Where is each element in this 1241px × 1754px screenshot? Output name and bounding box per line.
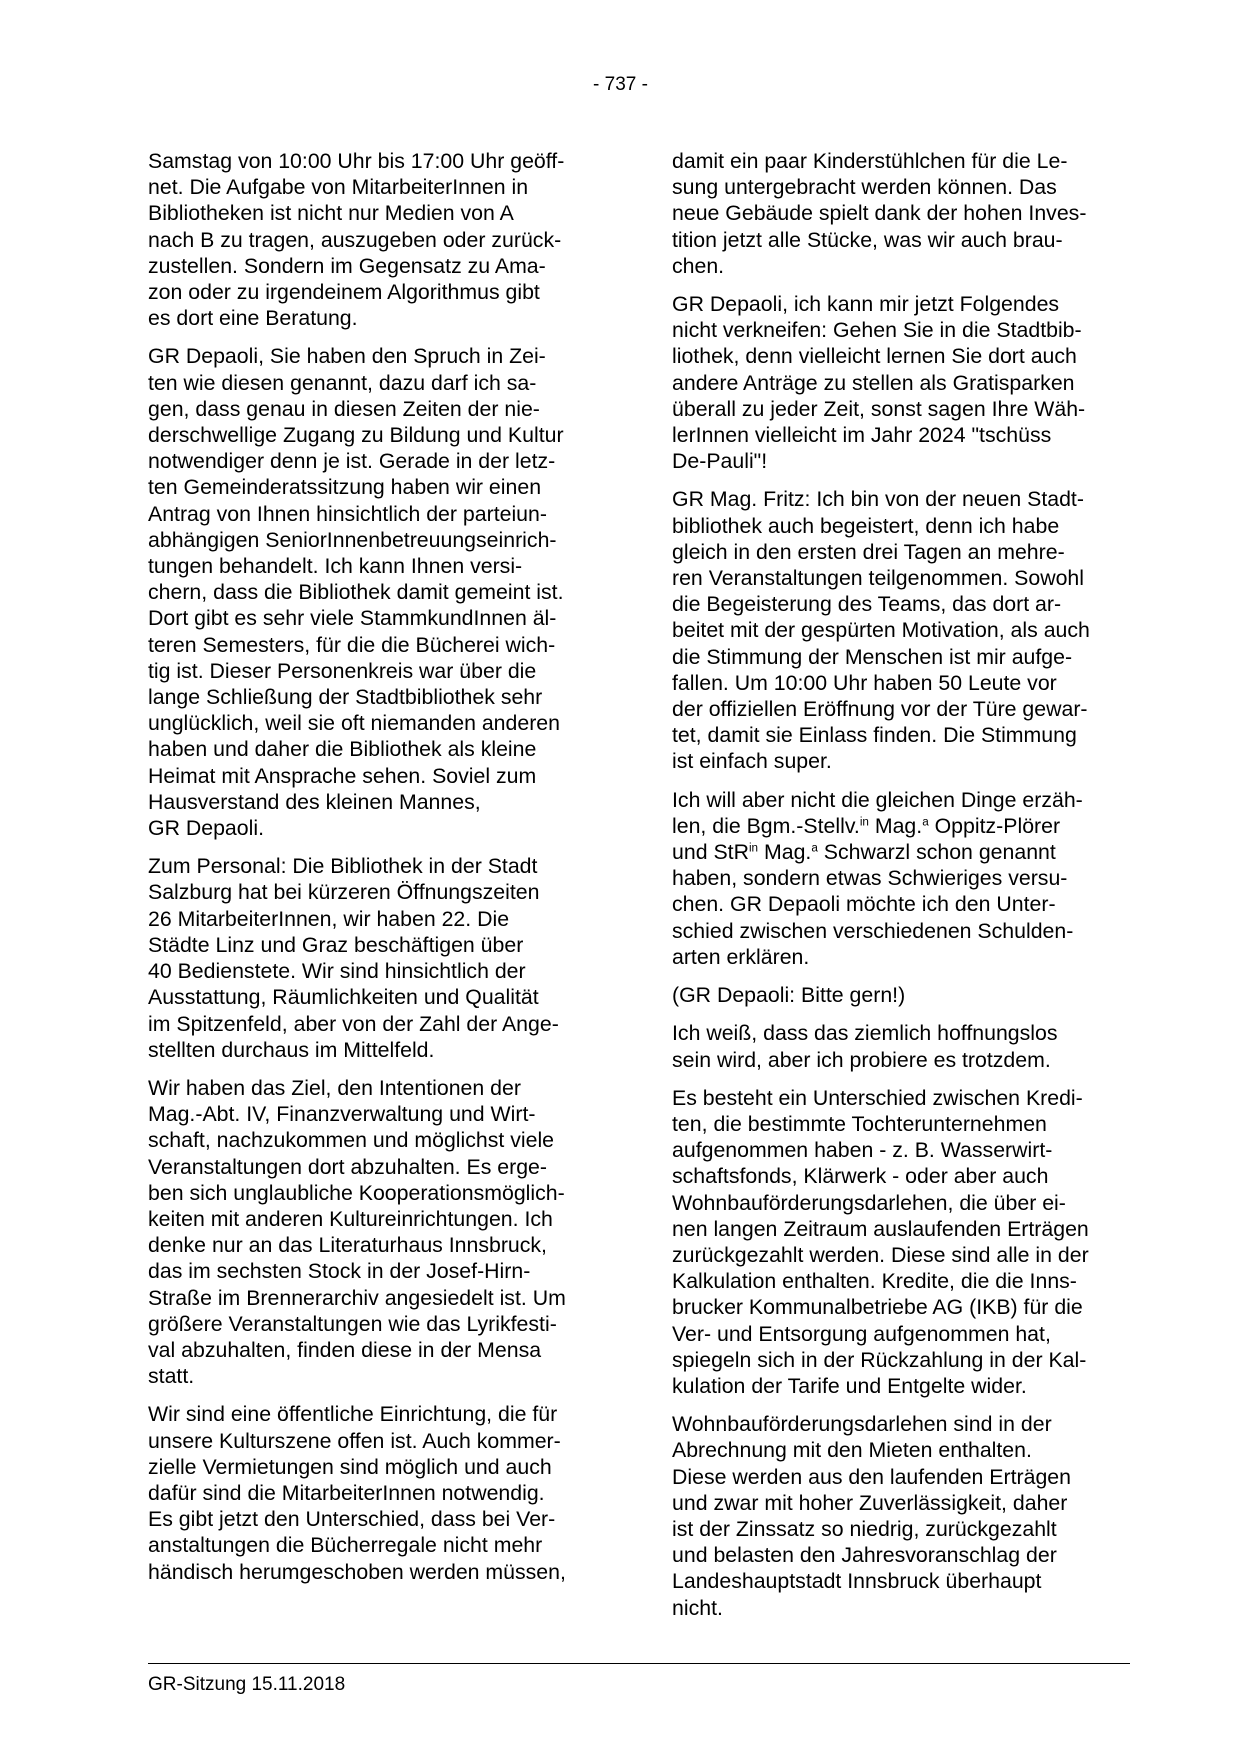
paragraph <box>672 1020 1127 1072</box>
text-line: zon oder zu irgendeinem Algorithmus gibt <box>148 280 540 305</box>
text-fragment: Mag. <box>868 813 923 838</box>
text-line: ten wie diesen genannt, dazu darf ich sa- <box>148 370 537 395</box>
right-column <box>672 148 1127 1633</box>
text-fragment: und StR <box>672 840 749 865</box>
text-line: denke nur an das Literaturhaus Innsbruck, <box>148 1233 547 1258</box>
text-line: gleich in den ersten drei Tagen an mehre- <box>672 539 1065 564</box>
text-line: die Stimmung der Menschen ist mir aufge- <box>672 644 1073 669</box>
text-line: 40 Bedienstete. Wir sind hinsichtlich der <box>148 959 526 984</box>
text-line: unsere Kulturszene offen ist. Auch kommer- <box>148 1428 561 1453</box>
text-line: De-Pauli"! <box>672 449 768 474</box>
text-line: anstaltungen die Bücherregale nicht mehr <box>148 1533 543 1558</box>
text-line: und zwar mit hoher Zuverlässigkeit, daher <box>672 1490 1068 1515</box>
text-line: tition jetzt alle Stücke, was wir auch brau- <box>672 227 1063 252</box>
text-line: chern, dass die Bibliothek damit gemeint ist. <box>148 580 564 605</box>
text-line: derschwellige Zugang zu Bildung und Kultur <box>148 423 564 448</box>
text-line: Es besteht ein Unterschied zwischen Kredi- <box>672 1085 1083 1110</box>
text-line: schaftsfonds, Klärwerk - oder aber auch <box>672 1164 1049 1189</box>
text-line: notwendiger denn je ist. Gerade in der letz- <box>148 449 556 474</box>
text-line: ist einfach super. <box>672 749 832 774</box>
text-line: nach B zu tragen, auszugeben oder zurück- <box>148 227 562 252</box>
text-line: Samstag von 10:00 Uhr bis 17:00 Uhr geöff- <box>148 149 565 173</box>
text-line: 26 MitarbeiterInnen, wir haben 22. Die <box>148 906 510 931</box>
text-line: brucker Kommunalbetriebe AG (IKB) für die <box>672 1295 1083 1320</box>
text-line: Hausverstand des kleinen Mannes, <box>148 789 481 814</box>
text-line: damit ein paar Kinderstühlchen für die Le- <box>672 149 1068 173</box>
text-line: Heimat mit Ansprache sehen. Soviel zum <box>148 763 537 788</box>
superscript: in <box>748 841 759 855</box>
text-line: Kalkulation enthalten. Kredite, die die Inns- <box>672 1269 1077 1294</box>
footer-divider <box>148 1663 1130 1664</box>
text-line: (GR Depaoli: Bitte gern!) <box>672 983 906 1008</box>
text-line: nicht. <box>672 1595 723 1620</box>
text-line: Straße im Brennerarchiv angesiedelt ist. Um <box>148 1285 566 1310</box>
text-line: Bibliotheken ist nicht nur Medien von A <box>148 201 514 226</box>
text-line: das im sechsten Stock in der Josef-Hirn- <box>148 1259 531 1284</box>
text-line: die Begeisterung des Teams, das dort ar- <box>672 592 1062 617</box>
text-line: Veranstaltungen dort abzuhalten. Es erge- <box>148 1154 547 1179</box>
text-line: größere Veranstaltungen wie das Lyrikfesti- <box>148 1311 557 1336</box>
paragraph <box>672 148 1127 279</box>
text-line: händisch herumgeschoben werden müssen, <box>148 1559 566 1584</box>
text-line: zielle Vermietungen sind möglich und auch <box>148 1454 552 1479</box>
text-fragment: Oppitz-Plörer <box>928 813 1061 838</box>
text-line: ben sich unglaubliche Kooperationsmöglich- <box>148 1180 565 1205</box>
text-line: der offiziellen Eröffnung vor der Türe gewar- <box>672 697 1088 722</box>
text-line: sein wird, aber ich probiere es trotzdem. <box>672 1047 1051 1072</box>
text-line: GR Mag. Fritz: Ich bin von der neuen Stadt- <box>672 487 1084 512</box>
page-number: - 737 - <box>593 74 648 95</box>
text-line: andere Anträge zu stellen als Gratisparken <box>672 370 1075 395</box>
paragraph <box>672 291 1127 474</box>
text-line: lerInnen vielleicht im Jahr 2024 "tschüss <box>672 423 1052 448</box>
text-fragment: Schwarzl schon genannt <box>817 840 1056 865</box>
text-line: unglücklich, weil sie oft niemanden anderen <box>148 711 560 736</box>
text-line: dafür sind die MitarbeiterInnen notwendig. <box>148 1480 545 1505</box>
text-line: Städte Linz und Graz beschäftigen über <box>148 932 524 957</box>
text-line: Abrechnung mit den Mieten enthalten. <box>672 1438 1032 1463</box>
text-line: GR Depaoli, ich kann mir jetzt Folgendes <box>672 292 1060 317</box>
paragraph <box>672 982 1127 1008</box>
paragraph <box>672 1085 1127 1399</box>
text-line: stellten durchaus im Mittelfeld. <box>148 1037 435 1062</box>
text-line: ren Veranstaltungen teilgenommen. Sowohl <box>672 566 1085 591</box>
text-line: tet, damit sie Einlass finden. Die Stimmung <box>672 723 1077 748</box>
text-line: gen, dass genau in diesen Zeiten der nie- <box>148 396 540 421</box>
footer-session-label: GR-Sitzung 15.11.2018 <box>148 1674 346 1695</box>
text-line: keiten mit anderen Kultureinrichtungen. Ich <box>148 1206 553 1231</box>
text-line: Ausstattung, Räumlichkeiten und Qualität <box>148 985 539 1010</box>
superscript: a <box>922 815 929 829</box>
text-line: zurückgezahlt werden. Diese sind alle in der <box>672 1242 1089 1267</box>
text-line: ist der Zinssatz so niedrig, zurückgezahlt <box>672 1516 1057 1541</box>
text-line: chen. <box>672 253 725 278</box>
text-line: neue Gebäude spielt dank der hohen Inves- <box>672 201 1087 226</box>
text-line: Zum Personal: Die Bibliothek in der Stadt <box>148 854 538 879</box>
text-line: net. Die Aufgabe von MitarbeiterInnen in <box>148 175 529 200</box>
text-line: zustellen. Sondern im Gegensatz zu Ama- <box>148 253 546 278</box>
text-line: arten erklären. <box>672 944 810 969</box>
text-line: und belasten den Jahresvoranschlag der <box>672 1543 1057 1568</box>
text-line: statt. <box>148 1364 195 1389</box>
text-line: spiegeln sich in der Rückzahlung in der Kal- <box>672 1347 1087 1372</box>
text-line: Antrag von Ihnen hinsichtlich der parteiun- <box>148 501 547 526</box>
text-line: beitet mit der gespürten Motivation, als auch <box>672 618 1090 643</box>
paragraph <box>148 853 600 1063</box>
text-line: fallen. Um 10:00 Uhr haben 50 Leute vor <box>672 670 1057 695</box>
superscript: a <box>811 841 818 855</box>
paragraph <box>148 343 600 841</box>
text-line: aufgenommen haben - z. B. Wasserwirt- <box>672 1138 1053 1163</box>
text-line: lange Schließung der Stadtbibliothek sehr <box>148 685 543 710</box>
text-line: tig ist. Dieser Personenkreis war über die <box>148 658 537 683</box>
text-line: schied zwischen verschiedenen Schulden- <box>672 918 1074 943</box>
text-line: GR Depaoli, Sie haben den Spruch in Zei- <box>148 344 546 369</box>
text-line: abhängigen SeniorInnenbetreuungseinrich- <box>148 527 557 552</box>
paragraph <box>672 486 1127 774</box>
text-line: Wohnbauförderungsdarlehen, die über ei- <box>672 1190 1066 1215</box>
text-line: Ich will aber nicht die gleichen Dinge erzäh- <box>672 787 1083 812</box>
text-line: teren Semesters, für die die Bücherei wich- <box>148 632 556 657</box>
paragraph <box>672 787 1127 970</box>
text-line: Mag.-Abt. IV, Finanzverwaltung und Wirt- <box>148 1102 536 1127</box>
text-line: sung untergebracht werden können. Das <box>672 175 1057 200</box>
text-line: Diese werden aus den laufenden Erträgen <box>672 1464 1071 1489</box>
left-column <box>148 148 600 1597</box>
text-line: Wir sind eine öffentliche Einrichtung, die für <box>148 1402 558 1427</box>
text-line: Landeshauptstadt Innsbruck überhaupt <box>672 1569 1042 1594</box>
text-line: haben, sondern etwas Schwieriges versu- <box>672 866 1068 891</box>
text-line: ten, die bestimmte Tochterunternehmen <box>672 1111 1047 1136</box>
text-line: GR Depaoli. <box>148 816 264 841</box>
text-line: haben und daher die Bibliothek als kleine <box>148 737 537 762</box>
text-line: Ich weiß, dass das ziemlich hoffnungslos <box>672 1021 1058 1046</box>
text-line: ten Gemeinderatssitzung haben wir einen <box>148 475 542 500</box>
text-line: Wir haben das Ziel, den Intentionen der <box>148 1075 521 1100</box>
text-line: Salzburg hat bei kürzeren Öffnungszeiten <box>148 880 540 905</box>
paragraph <box>148 148 600 331</box>
paragraph <box>672 1411 1127 1621</box>
text-line: chen. GR Depaoli möchte ich den Unter- <box>672 892 1056 917</box>
text-line: Es gibt jetzt den Unterschied, dass bei Ver- <box>148 1507 556 1532</box>
text-line: kulation der Tarife und Entgelte wider. <box>672 1373 1027 1398</box>
text-line: nicht verkneifen: Gehen Sie in die Stadtbib- <box>672 318 1082 343</box>
text-fragment: len, die Bgm.-Stellv. <box>672 813 860 838</box>
paragraph <box>148 1075 600 1389</box>
text-line: tungen behandelt. Ich kann Ihnen versi- <box>148 554 523 579</box>
text-line: nen langen Zeitraum auslaufenden Erträgen <box>672 1216 1089 1241</box>
text-fragment: Mag. <box>758 840 812 865</box>
text-line: überall zu jeder Zeit, sonst sagen Ihre Wäh- <box>672 396 1086 421</box>
text-line: bibliothek auch begeistert, denn ich habe <box>672 513 1060 538</box>
text-line: Ver- und Entsorgung aufgenommen hat, <box>672 1321 1051 1346</box>
superscript: in <box>859 815 869 829</box>
text-line: val abzuhalten, finden diese in der Mensa <box>148 1337 542 1362</box>
text-line: im Spitzenfeld, aber von der Zahl der Ange- <box>148 1011 559 1036</box>
paragraph <box>148 1401 600 1584</box>
text-line: Wohnbauförderungsdarlehen sind in der <box>672 1412 1052 1437</box>
text-line: es dort eine Beratung. <box>148 306 358 331</box>
text-line: Dort gibt es sehr viele StammkundInnen äl- <box>148 606 557 631</box>
text-line: liothek, denn vielleicht lernen Sie dort auch <box>672 344 1077 369</box>
text-line: schaft, nachzukommen und möglichst viele <box>148 1128 555 1153</box>
